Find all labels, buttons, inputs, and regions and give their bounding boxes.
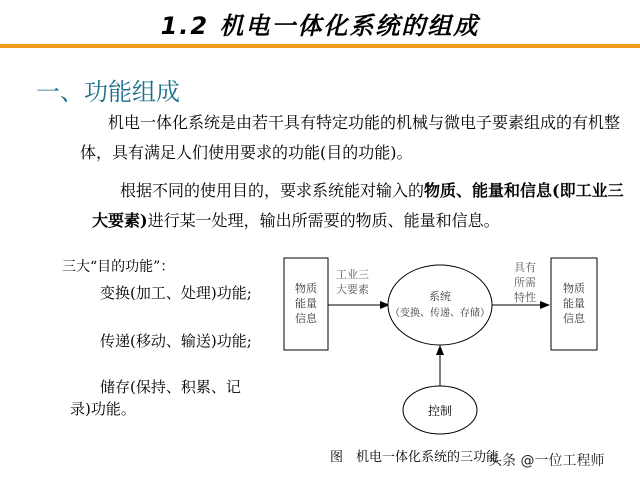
section-heading: 一、功能组成 <box>36 78 180 106</box>
function-item-store: 储存(保持、积累、记录)功能。 <box>70 378 241 418</box>
page-title: 1.2 机电一体化系统的组成 <box>160 12 480 40</box>
input-box-line-1: 物质 <box>295 282 317 295</box>
input-box-line-3: 信息 <box>295 312 317 325</box>
system-ellipse <box>388 265 492 345</box>
diagram-caption: 图 机电一体化系统的三功能 <box>330 450 500 465</box>
function-item-transform: 变换(加工、处理)功能; <box>100 284 252 302</box>
functions-heading: 三大“目的功能”： <box>62 259 175 275</box>
function-item-transfer: 传递(移动、输送)功能; <box>100 332 252 350</box>
control-label: 控制 <box>427 404 453 418</box>
output-box-line-2: 能量 <box>563 297 585 310</box>
output-label-line-2: 所需 <box>514 276 536 289</box>
output-label-line-1: 具有 <box>514 261 536 274</box>
system-title: 系统 <box>429 290 451 303</box>
input-label-line-2: 大要素 <box>336 283 369 296</box>
output-box-line-3: 信息 <box>563 312 585 325</box>
paragraph-purpose-bold-1: 物质、能量和信息 <box>424 181 553 200</box>
paragraph-purpose-text-2: 进行某一处理，输出所需要的物质、能量和信息。 <box>147 211 500 230</box>
paragraph-intro: 机电一体化系统是由若干具有特定功能的机械与微电子要素组成的有机整体，具有满足人们使用要求的功能(目的功能)。 <box>80 113 621 162</box>
input-box-line-2: 能量 <box>295 297 317 310</box>
paragraph-purpose-bold-2: (即工业三大要素) <box>92 181 624 230</box>
paragraph-purpose-text-1: 根据不同的使用目的，要求系统能对输入的 <box>120 181 425 200</box>
output-label-line-3: 特性 <box>514 291 536 304</box>
input-label-line-1: 工业三 <box>336 268 369 281</box>
system-subtitle: （变换、传递、存储） <box>390 308 490 319</box>
watermark: 头条 @一位工程师 <box>488 453 605 469</box>
output-box-line-1: 物质 <box>563 282 585 295</box>
